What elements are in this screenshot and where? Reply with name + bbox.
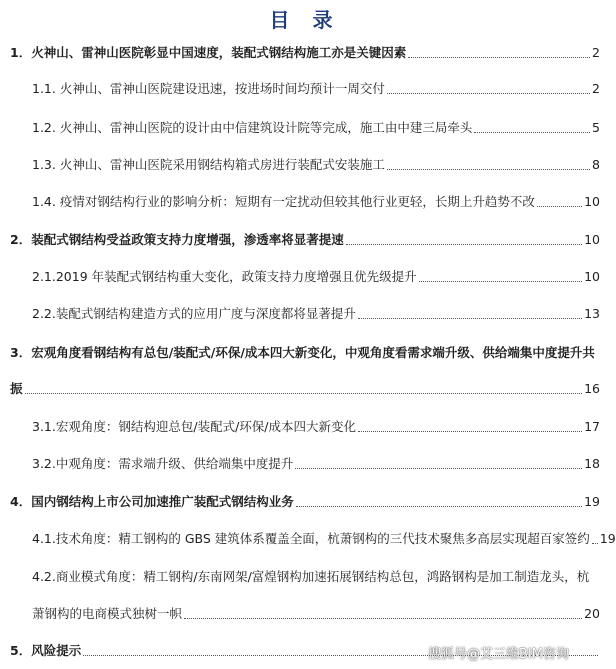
- toc-entry-1-3[interactable]: [32, 156, 600, 174]
- toc-entry-text: 振: [10, 381, 23, 396]
- toc-entry-3-2[interactable]: [32, 455, 600, 473]
- toc-entry-page: 17: [584, 419, 600, 434]
- dot-leader: [474, 132, 590, 133]
- toc-entry-text: 萧钢构的电商模式独树一帜: [32, 606, 183, 621]
- source-watermark: 搜狐号@艾三维BIM咨询: [428, 647, 569, 662]
- dot-leader: [358, 431, 582, 432]
- toc-entry-page: 18: [584, 456, 600, 471]
- toc-entry-page: 2: [592, 45, 600, 60]
- toc-entry-page: 10: [584, 194, 600, 209]
- toc-entry-text: 4．国内钢结构上市公司加速推广装配式钢结构业务: [10, 494, 294, 509]
- toc-entry-text: 3.1.宏观角度：钢结构迎总包/装配式/环保/成本四大新变化: [32, 419, 356, 434]
- dot-leader: [592, 543, 598, 544]
- toc-entry-4[interactable]: [10, 493, 600, 511]
- toc-entry-text: 3.2.中观角度：需求端升级、供给端集中度提升: [32, 456, 294, 471]
- toc-entry-page: 16: [584, 381, 600, 396]
- toc-entry-3-line1[interactable]: 3．宏观角度看钢结构有总包/装配式/环保/成本四大新变化，中观角度看需求端升级、供给端集中度提升共: [10, 345, 595, 360]
- dot-leader: [25, 393, 583, 394]
- dot-leader: [295, 468, 582, 469]
- toc-entry-1-1[interactable]: [32, 80, 600, 98]
- toc-entry-page: 19: [599, 531, 616, 546]
- toc-entry-text: 1.1. 火神山、雷神山医院建设迅速，按进场时间均预计一周交付: [32, 81, 385, 96]
- toc-entry-2-2[interactable]: [32, 305, 600, 323]
- toc-entry-text: 1．火神山、雷神山医院彰显中国速度，装配式钢结构施工亦是关键因素: [10, 45, 407, 60]
- dot-leader: [387, 169, 590, 170]
- toc-entry-text: 5．风险提示: [10, 643, 82, 658]
- toc-entry-text: 1.4. 疫情对钢结构行业的影响分析：短期有一定扰动但较其他行业更轻，长期上升趋势不改: [32, 194, 535, 209]
- toc-entry-text: 2．装配式钢结构受益政策支持力度增强，渗透率将显著提速: [10, 232, 344, 247]
- toc-entry-1-4[interactable]: [32, 193, 600, 211]
- toc-entry-4-1[interactable]: [32, 530, 616, 548]
- toc-entry-3-1[interactable]: [32, 418, 600, 436]
- toc-entry-page: 19: [584, 494, 600, 509]
- toc-entry-4-2[interactable]: [32, 605, 600, 623]
- toc-entry-1[interactable]: [10, 44, 600, 62]
- dot-leader: [346, 244, 582, 245]
- toc-entry-page: 10: [584, 232, 600, 247]
- toc-entry-2[interactable]: [10, 231, 600, 249]
- toc-entry-page: 5: [592, 120, 600, 135]
- toc-entry-text: 1.3. 火神山、雷神山医院采用钢结构箱式房进行装配式安装施工: [32, 157, 385, 172]
- dot-leader: [408, 57, 590, 58]
- dot-leader: [358, 318, 582, 319]
- toc-entry-text: 4.1.技术角度：精工钢构的 GBS 建筑体系覆盖全面，杭萧钢构的三代技术聚焦多高层实现超百家签约: [32, 531, 590, 546]
- toc-entry-text: 2.2.装配式钢结构建造方式的应用广度与深度都将显著提升: [32, 306, 356, 321]
- dot-leader: [296, 506, 582, 507]
- dot-leader: [387, 93, 590, 94]
- toc-entry-2-1[interactable]: [32, 268, 600, 286]
- toc-entry-4-2-line1[interactable]: 4.2.商业模式角度：精工钢构/东南网架/富煌钢构加速拓展钢结构总包，鸿路钢构是加工制造龙头，杭: [32, 569, 590, 584]
- toc-entry-page: 10: [584, 269, 600, 284]
- toc-entry-3[interactable]: [10, 380, 600, 398]
- dot-leader: [419, 281, 582, 282]
- toc-entry-1-2[interactable]: [32, 119, 600, 137]
- toc-entry-page: 20: [584, 606, 600, 621]
- toc-entry-text: 2.1.2019 年装配式钢结构重大变化，政策支持力度增强且优先级提升: [32, 269, 417, 284]
- toc-entry-page: 2: [592, 81, 600, 96]
- dot-leader: [184, 618, 582, 619]
- toc-entry-text: 1.2. 火神山、雷神山医院的设计由中信建筑设计院等完成，施工由中建三局牵头: [32, 120, 473, 135]
- dot-leader: [537, 206, 582, 207]
- toc-entry-page: 13: [584, 306, 600, 321]
- toc-entry-page: 8: [592, 157, 600, 172]
- toc-title: 目 录: [269, 8, 341, 32]
